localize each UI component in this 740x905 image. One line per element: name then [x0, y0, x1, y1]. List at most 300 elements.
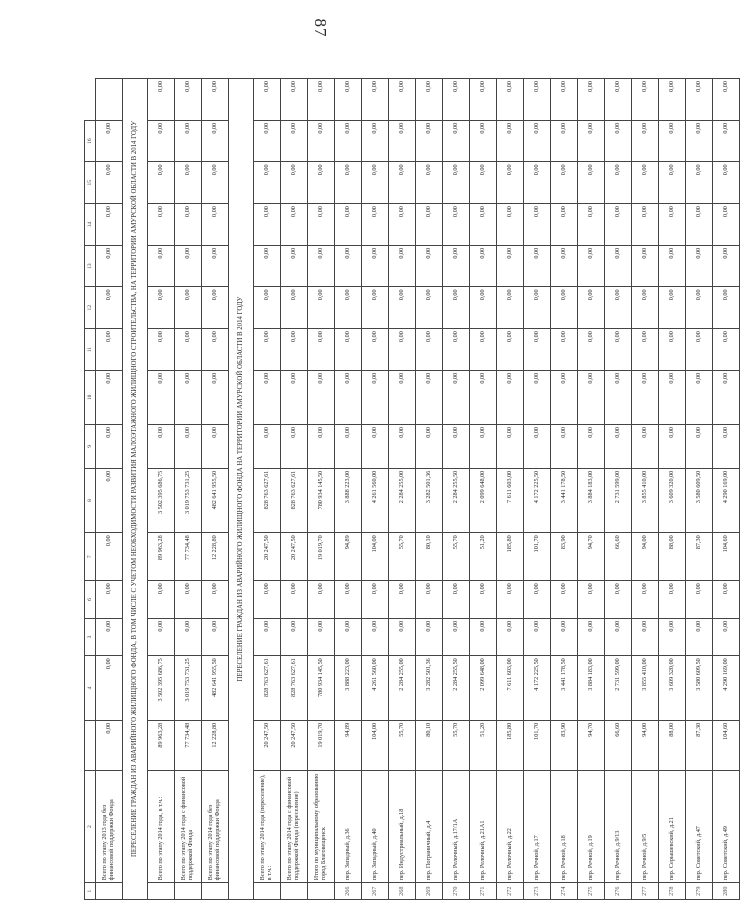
table-row [551, 79, 578, 900]
row-value: 0,00 [578, 287, 605, 329]
row-label: пер. Речной, д.19 [578, 770, 605, 883]
row-value: 0,00 [416, 120, 443, 162]
row-area: 55,70 [443, 720, 470, 770]
row-value: 0,00 [389, 245, 416, 287]
row-value: 0,00 [254, 581, 281, 619]
row-value: 0,00 [308, 287, 335, 329]
row-value: 0,00 [551, 287, 578, 329]
section-1-heading [123, 79, 148, 900]
row-number: 276 [605, 883, 632, 900]
row-value: 0,00 [605, 204, 632, 246]
row-area-2: 88,00 [659, 533, 686, 581]
row-value: 0,00 [202, 329, 229, 371]
column-number: 15 [85, 162, 96, 204]
row-value: 0,00 [148, 204, 175, 246]
row-value: 0,00 [632, 245, 659, 287]
row-value: 0,00 [175, 424, 202, 468]
row-value: 0,00 [524, 329, 551, 371]
row-value: 0,00 [686, 162, 713, 204]
column-number: 3 [85, 618, 96, 656]
row-value: 0,00 [389, 618, 416, 656]
row-value: 0,00 [497, 618, 524, 656]
row-value: 0,00 [175, 120, 202, 162]
row-area-2: 19 019,70 [308, 533, 335, 581]
row-label: пер. Пограничный, д.4 [416, 770, 443, 883]
row-value: 0,00 [551, 120, 578, 162]
row-value: 0,00 [659, 120, 686, 162]
row-value: 0,00 [281, 329, 308, 371]
row-area-2: 94,89 [335, 533, 362, 581]
row-value: 0,00 [551, 618, 578, 656]
row-value: 0,00 [96, 329, 123, 371]
page-number: 87 [311, 18, 330, 38]
row-value: 0,00 [497, 581, 524, 619]
row-cost: 2 284 255,00 [389, 656, 416, 721]
row-cost-2: 482 641 955,50 [202, 468, 229, 533]
row-value: 0,00 [416, 424, 443, 468]
row-value: 0,00 [632, 329, 659, 371]
row-number: 278 [659, 883, 686, 900]
row-area: 94,89 [335, 720, 362, 770]
row-label: Всего по этапу 2014 года с финансовой поддержкой Фонда [175, 770, 202, 883]
row-label: пер. Западный, д.36 [335, 770, 362, 883]
row-cost-2: 2 284 255,00 [389, 468, 416, 533]
column-number: 13 [85, 245, 96, 287]
row-area-2: 55,70 [443, 533, 470, 581]
row-value: 0,00 [96, 618, 123, 656]
row-value: 0,00 [605, 245, 632, 287]
column-number: 4 [85, 656, 96, 721]
row-value: 0,00 [659, 424, 686, 468]
row-value: 0,00 [416, 581, 443, 619]
row-cost: 2 731 599,00 [605, 656, 632, 721]
row-area-2: 94,00 [632, 533, 659, 581]
row-value: 0,00 [443, 329, 470, 371]
row-number: 269 [416, 883, 443, 900]
row-area-2: 66,60 [605, 533, 632, 581]
row-cost: 828 763 627,61 [281, 656, 308, 721]
row-cost: 3 580 609,50 [686, 656, 713, 721]
row-value: 0,00 [335, 329, 362, 371]
row-value: 0,00 [202, 245, 229, 287]
row-value: 0,00 [632, 162, 659, 204]
row-value: 0,00 [470, 120, 497, 162]
row-value: 0,00 [443, 245, 470, 287]
row-value: 0,00 [470, 204, 497, 246]
row-value: 0,00 [96, 370, 123, 424]
row-value: 0,00 [713, 581, 740, 619]
row-number: 279 [686, 883, 713, 900]
row-value: 0,00 [524, 120, 551, 162]
column-number-row [85, 79, 96, 900]
row-number: 280 [713, 883, 740, 900]
row-area: 94,00 [632, 720, 659, 770]
row-value: 0,00 [281, 245, 308, 287]
row-value: 0,00 [659, 581, 686, 619]
row-value: 0,00 [254, 329, 281, 371]
row-value: 0,00 [686, 287, 713, 329]
row-number: 270 [443, 883, 470, 900]
row-label: пер. Западный, д.40 [362, 770, 389, 883]
row-value: 0,00 [713, 329, 740, 371]
row-number: 274 [551, 883, 578, 900]
row-area: 89 963,28 [148, 720, 175, 770]
row-cost-2: 3 609 320,00 [659, 468, 686, 533]
table-row [659, 79, 686, 900]
row-value: 0,00 [605, 370, 632, 424]
row-value: 0,00 [605, 120, 632, 162]
row-value: 0,00 [470, 618, 497, 656]
row-cost-2: 828 763 627,61 [254, 468, 281, 533]
row-cost-2: 2 284 255,50 [443, 468, 470, 533]
row-value: 0,00 [175, 162, 202, 204]
column-number [85, 720, 96, 770]
row-value: 0,00 [632, 287, 659, 329]
row-value: 0,00 [362, 120, 389, 162]
row-value: 0,00 [470, 329, 497, 371]
table-row [578, 79, 605, 900]
row-area: 20 247,50 [281, 720, 308, 770]
row-cost: 3 888 223,00 [335, 656, 362, 721]
row-area-2: 83,90 [551, 533, 578, 581]
row-cost-2: 3 441 178,50 [551, 468, 578, 533]
row-value: 0,00 [713, 162, 740, 204]
row-value: 0,00 [254, 204, 281, 246]
table-row [335, 79, 362, 900]
table-row [202, 79, 229, 900]
row-value: 0,00 [551, 370, 578, 424]
row-value: 0,00 [605, 79, 632, 121]
row-value: 0,00 [281, 120, 308, 162]
row-value: 0,00 [443, 79, 470, 121]
row-value: 0,00 [148, 245, 175, 287]
row-area: 94,70 [578, 720, 605, 770]
row-cost-2: 2 099 648,00 [470, 468, 497, 533]
row-value: 0,00 [578, 581, 605, 619]
row-cost: 4 290 169,00 [713, 656, 740, 721]
row-value: 0,00 [362, 204, 389, 246]
row-value: 0,00 [470, 245, 497, 287]
row-value: 0,00 [202, 581, 229, 619]
row-value: 0,00 [281, 618, 308, 656]
row-number [175, 883, 202, 900]
row-value: 0,00 [713, 79, 740, 121]
row-value: 0,00 [713, 204, 740, 246]
row-value: 0,00 [578, 618, 605, 656]
row-value: 0,00 [362, 245, 389, 287]
row-value: 0,00 [389, 287, 416, 329]
row-area: 104,60 [713, 720, 740, 770]
row-value: 0,00 [148, 162, 175, 204]
column-number: 8 [85, 468, 96, 533]
row-value: 0,00 [96, 162, 123, 204]
row-label: пер. Речной, д.17 [524, 770, 551, 883]
table-row [443, 79, 470, 900]
row-cost-2: 3 580 609,50 [686, 468, 713, 533]
row-value: 0,00 [389, 79, 416, 121]
row-value: 0,00 [524, 204, 551, 246]
table-row [713, 79, 740, 900]
row-value: 0,00 [443, 120, 470, 162]
row-value: 0,00 [335, 424, 362, 468]
row-value: 0,00 [308, 120, 335, 162]
row-value: 0,00 [175, 204, 202, 246]
row-value: 0,00 [335, 581, 362, 619]
row-value: 0,00 [308, 162, 335, 204]
row-area-2: 77 734,48 [175, 533, 202, 581]
row-value: 0,00 [96, 245, 123, 287]
table-row [605, 79, 632, 900]
row-value: 0,00 [497, 204, 524, 246]
row-value: 0,00 [578, 162, 605, 204]
row-label: пер. Релочный, д.17/1А [443, 770, 470, 883]
table-row [524, 79, 551, 900]
row-value: 0,00 [389, 120, 416, 162]
row-cost: 3 282 501,36 [416, 656, 443, 721]
row-value: 0,00 [443, 287, 470, 329]
row-number [96, 883, 123, 900]
row-value: 0,00 [470, 581, 497, 619]
row-cost-2: 3 019 753 731,25 [175, 468, 202, 533]
row-value: 0,00 [362, 287, 389, 329]
row-value: 0,00 [281, 581, 308, 619]
row-value: 0,00 [202, 287, 229, 329]
row-value: 0,00 [254, 424, 281, 468]
table-row [416, 79, 443, 900]
row-cost-2: 3 888 223,00 [335, 468, 362, 533]
row-value: 0,00 [202, 424, 229, 468]
row-value: 0,00 [470, 370, 497, 424]
row-value: 0,00 [416, 79, 443, 121]
row-value: 0,00 [497, 370, 524, 424]
row-value: 0,00 [148, 581, 175, 619]
row-number: 266 [335, 883, 362, 900]
column-number: 16 [85, 120, 96, 162]
row-value: 0,00 [578, 424, 605, 468]
row-value: 0,00 [148, 287, 175, 329]
row-value: 0,00 [686, 329, 713, 371]
row-label: пер. Советский, д.47 [686, 770, 713, 883]
row-value: 0,00 [713, 618, 740, 656]
column-number: 10 [85, 370, 96, 424]
row-value: 0,00 [335, 287, 362, 329]
row-value: 0,00 [713, 287, 740, 329]
row-area-2: 12 228,80 [202, 533, 229, 581]
row-cost-2: 780 934 145,50 [308, 468, 335, 533]
row-value: 0,00 [551, 581, 578, 619]
row-value: 0,00 [686, 370, 713, 424]
table-row [281, 79, 308, 900]
row-value: 0,00 [254, 79, 281, 121]
row-cost-2: 4 290 169,00 [713, 468, 740, 533]
row-area-2: 87,30 [686, 533, 713, 581]
row-value: 0,00 [96, 533, 123, 581]
row-value: 0,00 [659, 329, 686, 371]
row-value: 0,00 [632, 79, 659, 121]
row-value: 0,00 [281, 204, 308, 246]
row-area: 51,20 [470, 720, 497, 770]
row-area: 87,30 [686, 720, 713, 770]
row-value: 0,00 [96, 468, 123, 533]
row-area: 77 734,48 [175, 720, 202, 770]
row-number: 275 [578, 883, 605, 900]
row-cost: 482 641 955,50 [202, 656, 229, 721]
summary-row-2013 [96, 79, 123, 900]
row-cost-2: 3 855 410,00 [632, 468, 659, 533]
column-number: 1 [85, 883, 96, 900]
row-value: 0,00 [148, 79, 175, 121]
row-cost: 3 855 410,00 [632, 656, 659, 721]
row-area: 12 228,80 [202, 720, 229, 770]
row-label: Всего по этапу 2014 года, в т.ч.: [148, 770, 175, 883]
row-value: 0,00 [175, 79, 202, 121]
column-number: 6 [85, 581, 96, 619]
row-value: 0,00 [632, 204, 659, 246]
row-area: 19 019,70 [308, 720, 335, 770]
row-label: пер. Серышевский, д.21 [659, 770, 686, 883]
row-value: 0,00 [713, 245, 740, 287]
row-value: 0,00 [659, 245, 686, 287]
row-cost: 7 611 603,00 [497, 656, 524, 721]
row-value: 0,00 [175, 287, 202, 329]
row-value: 0,00 [443, 581, 470, 619]
row-cost: 3 884 183,00 [578, 656, 605, 721]
row-value: 0,00 [524, 618, 551, 656]
row-value: 0,00 [686, 581, 713, 619]
row-value: 0,00 [389, 329, 416, 371]
section-title: ПЕРЕСЕЛЕНИЕ ГРАЖДАН ИЗ АВАРИЙНОГО ЖИЛИЩНОГО ФОНДА НА ТЕРРИТОРИИ АМУРСКОЙ ОБЛАСТИ В 2014 ГОДУ [229, 79, 254, 900]
row-area: 66,60 [605, 720, 632, 770]
row-value: 0,00 [308, 424, 335, 468]
row-value: 0,00 [96, 656, 123, 721]
section-title: ПЕРЕСЕЛЕНИЕ ГРАЖДАН ИЗ АВАРИЙНОГО ЖИЛИЩНОГО ФОНДА, В ТОМ ЧИСЛЕ С УЧЕТОМ НЕОБХОДИМОСТИ РАЗВИТИЯ МАЛОЭТАЖНОГО ЖИЛИЩНОГО СТРОИТЕЛЬСТВА, НА ТЕРРИТОРИИ АМУРСКОЙ ОБЛАСТИ В 2014 ГОДУ [123, 79, 148, 900]
table-row [686, 79, 713, 900]
row-cost-2: 2 731 599,00 [605, 468, 632, 533]
row-value: 0,00 [416, 329, 443, 371]
row-cost: 2 099 648,00 [470, 656, 497, 721]
row-value: 0,00 [470, 162, 497, 204]
row-area-2: 20 247,50 [281, 533, 308, 581]
row-value: 0,00 [416, 245, 443, 287]
row-area-2: 89 963,28 [148, 533, 175, 581]
row-cost: 828 763 627,61 [254, 656, 281, 721]
row-value: 0,00 [524, 581, 551, 619]
row-value: 0,00 [551, 329, 578, 371]
row-label: Всего по этапу 2013 года без финансовой поддержки Фонда [96, 770, 123, 883]
row-value: 0,00 [254, 287, 281, 329]
row-value: 0,00 [497, 287, 524, 329]
row-value: 0,00 [362, 424, 389, 468]
row-label: пер. Советский, д.49 [713, 770, 740, 883]
row-value: 0,00 [443, 618, 470, 656]
row-value: 0,00 [202, 79, 229, 121]
table-row [254, 79, 281, 900]
row-value: 0,00 [659, 370, 686, 424]
row-value: 0,00 [551, 204, 578, 246]
row-value: 0,00 [281, 79, 308, 121]
row-value: 0,00 [362, 329, 389, 371]
row-value: 0,00 [443, 204, 470, 246]
row-label: пер. Речной, д.18 [551, 770, 578, 883]
row-area-2: 104,60 [713, 533, 740, 581]
table-rotator [84, 78, 729, 900]
row-value: 0,00 [96, 287, 123, 329]
row-value: 0,00 [96, 120, 123, 162]
row-label: пер. Релочный, д.22 [497, 770, 524, 883]
row-area-2: 185,80 [497, 533, 524, 581]
row-area: 88,00 [659, 720, 686, 770]
row-value: 0,00 [362, 581, 389, 619]
row-cost-2: 4 172 225,50 [524, 468, 551, 533]
row-value: 0,00 [497, 79, 524, 121]
table-row [308, 79, 335, 900]
row-value: 0,00 [686, 424, 713, 468]
row-value: 0,00 [497, 245, 524, 287]
row-value: 0,00 [335, 370, 362, 424]
row-value: 0,00 [308, 370, 335, 424]
row-number [281, 883, 308, 900]
column-number: 14 [85, 204, 96, 246]
row-value: 0,00 [470, 424, 497, 468]
row-value: 0,00 [148, 329, 175, 371]
row-value: 0,00 [148, 120, 175, 162]
row-value: 0,00 [578, 79, 605, 121]
row-value: 0,00 [416, 162, 443, 204]
row-label: пер. Речной, д.9/13 [605, 770, 632, 883]
row-area: 20 247,50 [254, 720, 281, 770]
row-value: 0,00 [389, 204, 416, 246]
row-area: 101,70 [524, 720, 551, 770]
row-value: 0,00 [96, 204, 123, 246]
row-value: 0,00 [497, 162, 524, 204]
row-value: 0,00 [308, 245, 335, 287]
row-value: 0,00 [416, 370, 443, 424]
row-number: 277 [632, 883, 659, 900]
row-number: 267 [362, 883, 389, 900]
row-cost-2: 4 261 560,00 [362, 468, 389, 533]
row-value: 0,00 [202, 204, 229, 246]
row-cost-2: 3 282 501,36 [416, 468, 443, 533]
row-value: 0,00 [202, 120, 229, 162]
row-number [254, 883, 281, 900]
row-value: 0,00 [254, 370, 281, 424]
row-value: 0,00 [659, 162, 686, 204]
row-value: 0,00 [148, 424, 175, 468]
row-value: 0,00 [686, 245, 713, 287]
row-value: 0,00 [605, 162, 632, 204]
row-value: 0,00 [659, 287, 686, 329]
row-value: 0,00 [659, 79, 686, 121]
row-value: 0,00 [416, 618, 443, 656]
row-label: Итого по муниципальному образованию город Благовещенск [308, 770, 335, 883]
row-value: 0,00 [578, 204, 605, 246]
row-cost-2: 7 611 603,00 [497, 468, 524, 533]
row-value: 0,00 [686, 204, 713, 246]
row-value: 0,00 [175, 618, 202, 656]
row-value: 0,00 [524, 162, 551, 204]
row-cost: 2 284 255,50 [443, 656, 470, 721]
row-value: 0,00 [389, 370, 416, 424]
column-number: 2 [85, 770, 96, 883]
row-value: 0,00 [335, 79, 362, 121]
row-number: 272 [497, 883, 524, 900]
row-value: 0,00 [308, 329, 335, 371]
table-row [148, 79, 175, 900]
row-cost: 3 019 753 731,25 [175, 656, 202, 721]
row-area: 80,10 [416, 720, 443, 770]
row-number [308, 883, 335, 900]
row-value: 0,00 [281, 370, 308, 424]
